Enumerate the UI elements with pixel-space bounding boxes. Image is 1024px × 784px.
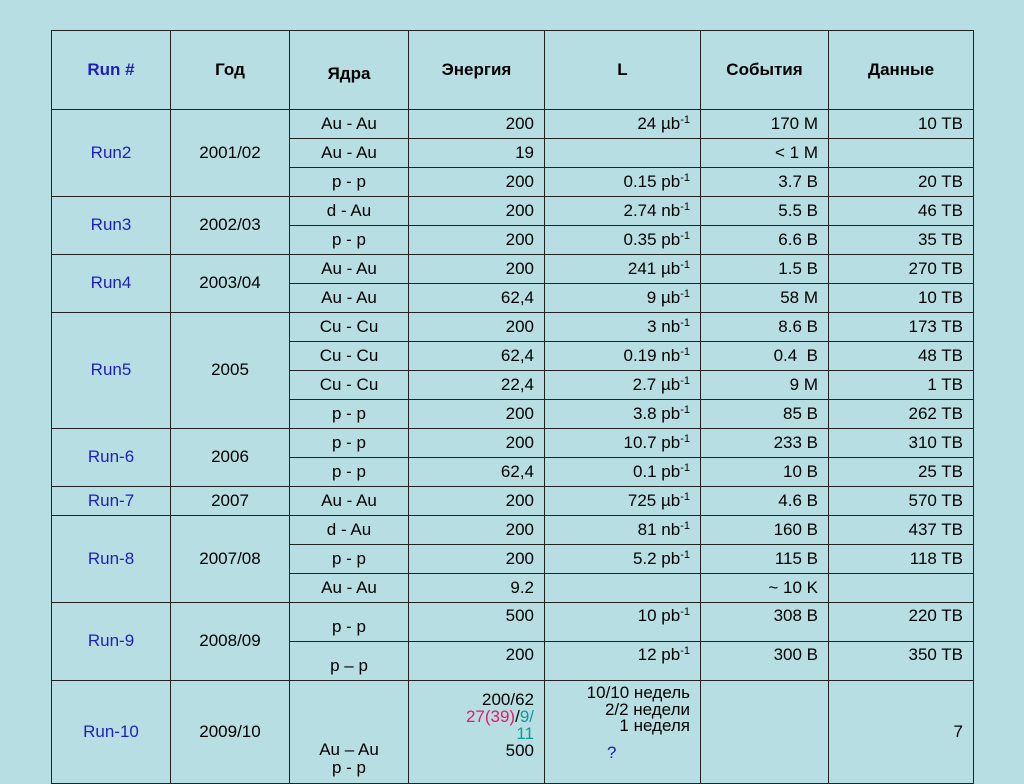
energy-cell: 200 (409, 313, 545, 342)
energy-cell: 200 (409, 642, 545, 681)
nuclei-cell: Au - Au (290, 487, 409, 516)
events-cell: 160 B (701, 516, 829, 545)
luminosity-cell: 81 $nb^{-1}$ (545, 516, 701, 545)
energy-cell: 200 (409, 400, 545, 429)
table-row (52, 603, 974, 642)
luminosity-line: ? (607, 742, 617, 762)
events-cell: 0.4 B (701, 342, 829, 371)
energy-line: 11 (516, 724, 534, 743)
luminosity-cell: 0.35 $pb^{-1}$ (545, 226, 701, 255)
energy-cell: 62,4 (409, 342, 545, 371)
header-row (52, 31, 974, 110)
table-row (52, 110, 974, 139)
table-row (52, 313, 974, 342)
data-cell (829, 574, 974, 603)
table-row (52, 681, 974, 784)
nuclei-cell (290, 681, 409, 784)
luminosity-cell: 2.7 µb$^{-1}$ (545, 371, 701, 400)
data-cell: 25 TB (829, 458, 974, 487)
energy-cell: 200 (409, 110, 545, 139)
energy-cell: 62,4 (409, 458, 545, 487)
run-year: 2006 (171, 429, 290, 487)
table-row (52, 255, 974, 284)
events-cell: 1.5 B (701, 255, 829, 284)
run-name: Run-10 (52, 681, 171, 784)
energy-cell: 200 (409, 255, 545, 284)
nuclei-cell: d - Au (290, 516, 409, 545)
events-cell: ~ 10 K (701, 574, 829, 603)
run-name: Run-9 (52, 603, 171, 681)
luminosity-line: 1 неделя (619, 716, 690, 736)
data-cell: 570 TB (829, 487, 974, 516)
luminosity-line: 2/2 недели (604, 699, 690, 719)
events-cell: 6.6 B (701, 226, 829, 255)
nuclei-cell: p – p (290, 642, 409, 681)
nuclei-cell: Au - Au (290, 139, 409, 168)
data-cell (829, 139, 974, 168)
energy-cell: 200 (409, 197, 545, 226)
energy-line: 500 (505, 741, 534, 760)
energy-cell: 200 (409, 516, 545, 545)
nuclei-cell: p - p (290, 458, 409, 487)
header-events: События (701, 31, 829, 110)
luminosity-cell: 5.2 $pb^{-1}$ (545, 545, 701, 574)
run-name: Run2 (52, 110, 171, 197)
luminosity-cell: 241 µb$^{-1}$ (545, 255, 701, 284)
energy-cell: 200 (409, 545, 545, 574)
data-cell: 437 TB (829, 516, 974, 545)
data-cell: 48 TB (829, 342, 974, 371)
energy-cell: 22,4 (409, 371, 545, 400)
events-cell: < 1 M (701, 139, 829, 168)
nuclei-cell: Cu - Cu (290, 342, 409, 371)
data-cell: 1 TB (829, 371, 974, 400)
luminosity-cell: 0.19 $nb^{-1}$ (545, 342, 701, 371)
events-cell: 3.7 B (701, 168, 829, 197)
energy-cell: 500 (409, 603, 545, 642)
data-cell: 270 TB (829, 255, 974, 284)
header-year: Год (171, 31, 290, 110)
energy-line: 27(39)/9/ (465, 707, 534, 726)
table-row (52, 197, 974, 226)
events-cell: 10 B (701, 458, 829, 487)
nuclei-cell: Cu - Cu (290, 313, 409, 342)
luminosity-cell: 0.15 $pb^{-1}$ (545, 168, 701, 197)
luminosity-cell: 24 µb$^{-1}$ (545, 110, 701, 139)
energy-line: 200/62 (482, 690, 534, 709)
energy-cell: 200 (409, 168, 545, 197)
energy-cell: 200 (409, 487, 545, 516)
data-cell: 350 TB (829, 642, 974, 681)
luminosity-cell: 10 $pb^{-1}$ (545, 603, 701, 642)
energy-cell: 62,4 (409, 284, 545, 313)
events-cell: 300 B (701, 642, 829, 681)
luminosity-cell: 3.8 $pb^{-1}$ (545, 400, 701, 429)
run-year: 2002/03 (171, 197, 290, 255)
data-cell: 220 TB (829, 603, 974, 642)
events-cell: 4.6 B (701, 487, 829, 516)
luminosity-cell: 3 $nb^{-1}$ (545, 313, 701, 342)
events-cell: 85 B (701, 400, 829, 429)
events-cell: 115 B (701, 545, 829, 574)
run-year: 2001/02 (171, 110, 290, 197)
nuclei-cell: p - p (290, 168, 409, 197)
energy-cell (409, 681, 545, 784)
data-cell: 262 TB (829, 400, 974, 429)
nuclei-cell: Au - Au (290, 284, 409, 313)
nuclei-cell: p - p (290, 603, 409, 642)
energy-cell: 200 (409, 429, 545, 458)
header-run: Run # (52, 31, 171, 110)
nuclei-cell: Au - Au (290, 110, 409, 139)
run-name: Run-6 (52, 429, 171, 487)
nuclei-cell: p - p (290, 545, 409, 574)
data-cell: 173 TB (829, 313, 974, 342)
luminosity-cell (545, 574, 701, 603)
luminosity-cell (545, 681, 701, 784)
run-year: 2009/10 (171, 681, 290, 784)
data-cell: 20 TB (829, 168, 974, 197)
data-cell: 7 (829, 681, 974, 784)
run-year: 2007/08 (171, 516, 290, 603)
nuclei-line: p - p (331, 758, 367, 778)
run-year: 2008/09 (171, 603, 290, 681)
events-cell: 233 B (701, 429, 829, 458)
events-cell: 9 M (701, 371, 829, 400)
nuclei-cell: p - p (290, 226, 409, 255)
nuclei-cell: p - p (290, 400, 409, 429)
luminosity-cell: 12 $pb^{-1}$ (545, 642, 701, 681)
table-row (52, 429, 974, 458)
luminosity-line: 10/10 недель (586, 683, 690, 702)
data-cell: 35 TB (829, 226, 974, 255)
run-year: 2003/04 (171, 255, 290, 313)
run-year: 2007 (171, 487, 290, 516)
events-cell: 170 M (701, 110, 829, 139)
nuclei-cell: Au - Au (290, 574, 409, 603)
data-cell: 310 TB (829, 429, 974, 458)
table-row (52, 487, 974, 516)
run-name: Run-7 (52, 487, 171, 516)
luminosity-cell: 9 µb$^{-1}$ (545, 284, 701, 313)
data-cell: 10 TB (829, 110, 974, 139)
energy-cell: 9.2 (409, 574, 545, 603)
run-year: 2005 (171, 313, 290, 429)
data-cell: 10 TB (829, 284, 974, 313)
nuclei-line: Au – Au (319, 740, 379, 760)
runs-table (51, 30, 974, 784)
data-cell: 118 TB (829, 545, 974, 574)
nuclei-cell: d - Au (290, 197, 409, 226)
header-luminosity: L (545, 31, 701, 110)
luminosity-cell: 725 µb$^{-1}$ (545, 487, 701, 516)
run-name: Run-8 (52, 516, 171, 603)
energy-cell: 19 (409, 139, 545, 168)
events-cell (701, 681, 829, 784)
nuclei-cell: Au - Au (290, 255, 409, 284)
data-cell: 46 TB (829, 197, 974, 226)
luminosity-cell (545, 139, 701, 168)
run-name: Run4 (52, 255, 171, 313)
header-nuclei: Ядра (290, 31, 409, 110)
table-row (52, 516, 974, 545)
run-name: Run3 (52, 197, 171, 255)
events-cell: 58 M (701, 284, 829, 313)
nuclei-cell: p - p (290, 429, 409, 458)
events-cell: 8.6 B (701, 313, 829, 342)
events-cell: 5.5 B (701, 197, 829, 226)
header-data: Данные (829, 31, 974, 110)
luminosity-cell: 0.1 $pb^{-1}$ (545, 458, 701, 487)
luminosity-cell: 2.74 $nb^{-1}$ (545, 197, 701, 226)
header-energy: Энергия (409, 31, 545, 110)
run-name: Run5 (52, 313, 171, 429)
nuclei-cell: Cu - Cu (290, 371, 409, 400)
luminosity-cell: 10.7 $pb^{-1}$ (545, 429, 701, 458)
energy-cell: 200 (409, 226, 545, 255)
events-cell: 308 B (701, 603, 829, 642)
